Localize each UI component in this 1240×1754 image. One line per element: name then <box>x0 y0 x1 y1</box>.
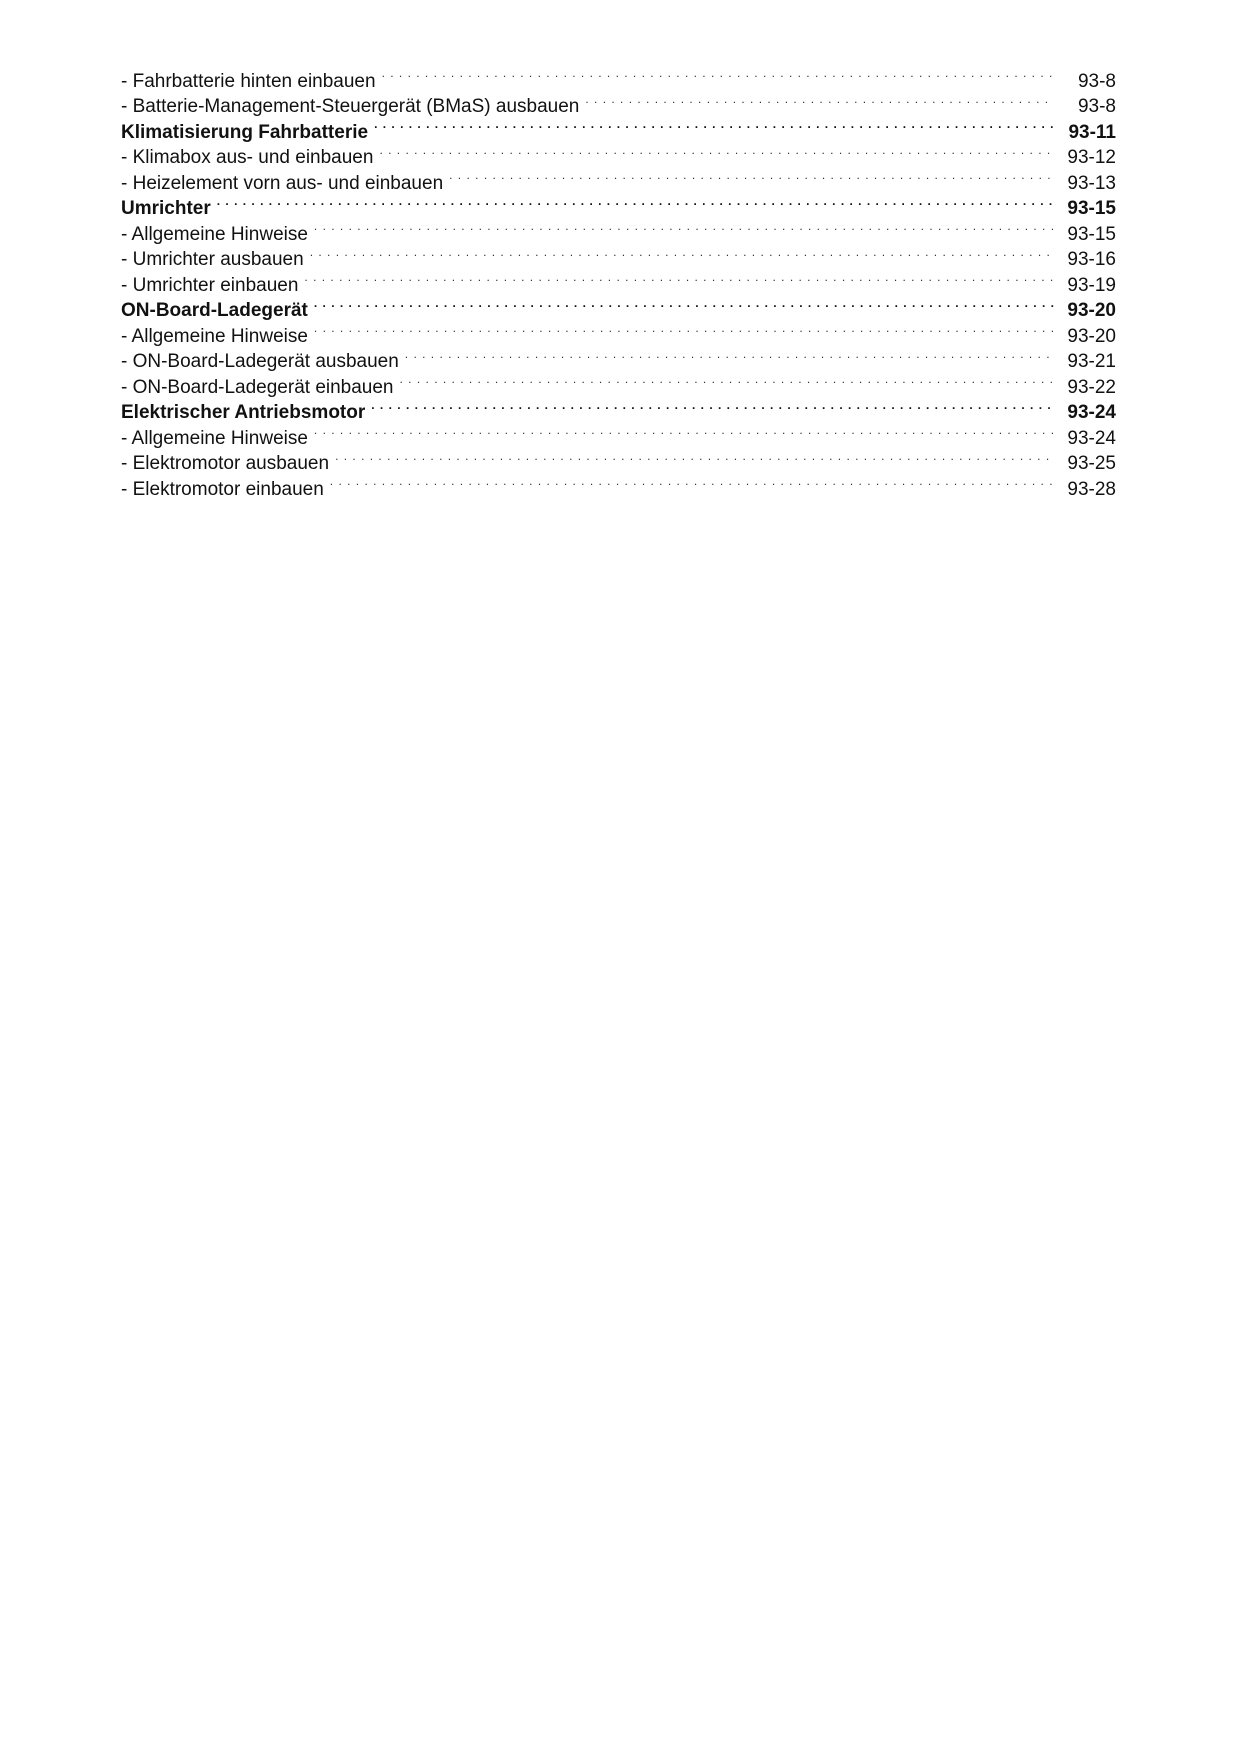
dot-leader <box>400 367 1054 393</box>
toc-section-page: 93-20 <box>1067 300 1116 321</box>
toc-entry <box>121 214 1116 245</box>
dot-leader <box>314 316 1054 342</box>
toc-entry-page: 93-8 <box>1077 70 1116 92</box>
toc-entry-title: - Batterie-Management-Steuergerät (BMaS) ausbauen <box>121 96 580 117</box>
toc-entry-page: 93-13 <box>1067 172 1116 194</box>
toc-entry-page: 93-28 <box>1067 478 1116 500</box>
dot-leader <box>371 393 1054 419</box>
toc-entry-title: - Elektromotor einbauen <box>121 478 324 500</box>
dot-leader <box>310 240 1054 266</box>
dot-leader <box>314 291 1054 317</box>
toc-entry-page: 93-16 <box>1067 249 1116 270</box>
toc-entry <box>121 61 1116 92</box>
toc-entry-title: - Klimabox aus- und einbauen <box>121 147 374 168</box>
dot-leader <box>379 138 1054 164</box>
dot-leader <box>314 214 1054 240</box>
dot-leader <box>330 469 1054 495</box>
toc-entry-title: - Umrichter ausbauen <box>121 249 304 270</box>
toc-entry-page: 93-21 <box>1067 351 1116 372</box>
dot-leader <box>382 61 1054 87</box>
toc-entry-title: - Allgemeine Hinweise <box>121 325 308 347</box>
toc-entry-title: - Fahrbatterie hinten einbauen <box>121 70 376 92</box>
dot-leader <box>585 87 1054 113</box>
toc-entry-page: 93-20 <box>1067 325 1116 347</box>
toc-section-page: 93-24 <box>1067 402 1116 423</box>
dot-leader <box>405 342 1054 368</box>
toc-entry-page: 93-8 <box>1077 96 1116 117</box>
toc-entry-page: 93-15 <box>1067 223 1116 245</box>
toc-entry-page: 93-12 <box>1067 147 1116 168</box>
dot-leader <box>374 112 1054 138</box>
toc-entry-page: 93-22 <box>1067 376 1116 398</box>
toc-section-title: ON-Board-Ladegerät <box>121 300 308 321</box>
toc-entry-title: - Elektromotor ausbauen <box>121 453 330 474</box>
dot-leader <box>304 265 1054 291</box>
table-of-contents <box>121 61 1116 500</box>
dot-leader <box>449 163 1054 189</box>
toc-section <box>121 189 1116 219</box>
toc-entry-title: - Allgemeine Hinweise <box>121 427 308 449</box>
toc-entry-page: 93-24 <box>1067 427 1116 449</box>
toc-section-page: 93-11 <box>1068 121 1116 143</box>
dot-leader <box>217 189 1054 215</box>
toc-section-page: 93-15 <box>1067 198 1116 219</box>
toc-entry-page: 93-19 <box>1067 274 1116 296</box>
toc-entry-title: - ON-Board-Ladegerät ausbauen <box>121 351 399 372</box>
toc-section-title: Klimatisierung Fahrbatterie <box>121 121 369 143</box>
toc-entry-title: - Allgemeine Hinweise <box>121 223 308 245</box>
toc-entry-page: 93-25 <box>1067 453 1116 474</box>
dot-leader <box>314 418 1054 444</box>
toc-entry-title: - Heizelement vorn aus- und einbauen <box>121 172 444 194</box>
toc-entry-title: - ON-Board-Ladegerät einbauen <box>121 376 394 398</box>
toc-section-title: Umrichter <box>121 198 211 219</box>
toc-entry-title: - Umrichter einbauen <box>121 274 299 296</box>
dot-leader <box>335 444 1054 470</box>
toc-section-title: Elektrischer Antriebsmotor <box>121 402 366 423</box>
